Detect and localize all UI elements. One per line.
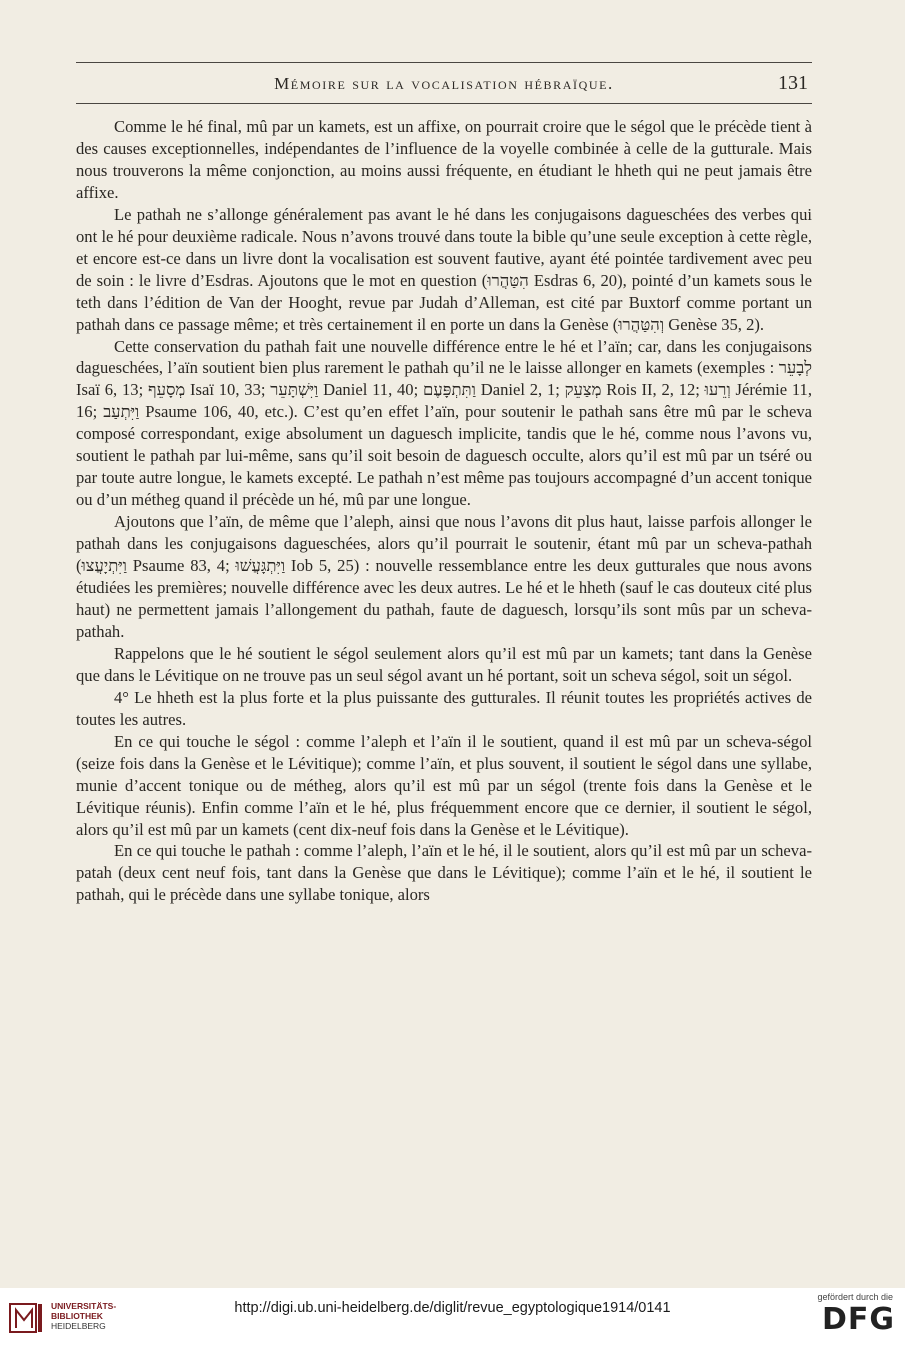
paragraph: En ce qui touche le ségol : comme l’aleph et l’aïn il le soutient, quand il est mû par un scheva-ségol (seize fois dans la Genèse et le Lévitique); comme l’aïn, et plus souvent, il soutient le ségol dans une syllabe, munie d’accent tonique ou de métheg, alors qu’il est mû par un ségol (trente fois dans la Genèse et le Lévitique réunis). Enfin comme l’aïn et le hé, plus fréquemment encore que ce dernier, il soutient le ségol, alors qu’il est mû par un kamets (cent dix-neuf fois dans la Genèse et le Lévitique).	[76, 731, 812, 839]
header-top-rule	[76, 62, 812, 63]
header-bottom-rule	[76, 103, 812, 104]
university-library-logo-icon[interactable]	[8, 1298, 46, 1336]
paragraph: Cette conservation du pathah fait une nouvelle différence entre le hé et l’aïn; car, dans les conjugaisons dagueschées, l’aïn soutient bien plus rarement le pathah qu’il ne le laisse allonger en kamets (exemples : לְבָעֵר Isaï 6, 13; מְסָעֵף Isaï 10, 33; וַיִּשְׁתָּעֵר Daniel 11, 40; וַתִּתְפָּעֶם Daniel 2, 1; מְצַעֵק Rois II, 2, 12; וְרֵעוּ Jérémie 11, 16; וַיִּתְעַב Psaume 106, 40, etc.). C’est qu’en effet l’aïn, pour soutenir le pathah sans être mû par le scheva composé correspondant, exige absolument un daguesch implicite, tandis que le hé, comme nous l’avons vu, soutient le pathah par lui-même, sans qu’il soit besoin de daguesch occulte, alors qu’il est mû par un tséré ou par toute autre longue, le kamets excepté. Le pathah n’est même pas toujours accompagné d’un accent tonique ou d’un métheg quand il précède un hé, mû par une longue.	[76, 336, 813, 510]
body-text	[76, 116, 812, 906]
sponsor-note: gefördert durch die	[817, 1292, 893, 1302]
running-head	[76, 74, 812, 100]
paragraph: Ajoutons que l’aïn, de même que l’aleph, ainsi que nous l’avons dit plus haut, laisse parfois allonger le pathah dans les conjugaisons dagueschées, alors qu’il pourrait le soutenir, étant mû par un scheva-pathah (וַיִּתְיָעֲצוּ Psaume 83, 4; וַיִּתְגָּעֲשׁוּ Iob 5, 25) : nouvelle ressemblance entre les deux gutturales que nous avons étudiées les premières; nouvelle différence avec les deux autres. Le hé et le hheth (sauf le cas douteux cité plus haut) ne permettent jamais l’allongement du pathah, faute de daguesch, lorsqu’ils sont mûs par un scheva-pathah.	[76, 512, 812, 641]
paragraph: Rappelons que le hé soutient le ségol seulement alors qu’il est mû par un kamets; tant dans la Genèse que dans le Lévitique on ne trouve pas un seul ségol avant un hé portant, soit un scheva ségol, soit un ségol.	[76, 643, 812, 685]
paragraph: Comme le hé final, mû par un kamets, est un affixe, on pourrait croire que le ségol que le précède tient à des causes exceptionnelles, indépendantes de l’influence de la voyelle combinée à celle de la gutturale. Mais nous trouverons la même conjonction, au moins aussi fréquente, en étudiant le hheth qui ne peut jamais être affixe.	[76, 117, 812, 202]
page-number: 131	[778, 72, 808, 94]
running-title: Mémoire sur la vocalisation hébraïque.	[274, 74, 614, 93]
dfg-logo-icon[interactable]: DFG	[821, 1302, 895, 1337]
paragraph: 4° Le hheth est la plus forte et la plus puissante des gutturales. Il réunit toutes les propriétés actives de toutes les autres.	[76, 687, 812, 729]
source-url-link[interactable]: http://digi.ub.uni-heidelberg.de/diglit/revue_egyptologique1914/0141	[234, 1300, 671, 1316]
library-name-line: HEIDELBERG	[51, 1321, 106, 1331]
library-name-line: BIBLIOTHEK	[51, 1311, 103, 1321]
library-name-line: UNIVERSITÄTS-	[51, 1301, 117, 1311]
paragraph: En ce qui touche le pathah : comme l’aleph, l’aïn et le hé, il le soutient, alors qu’il est mû par un scheva-patah (deux cent neuf fois, tant dans la Genèse que dans le Lévitique); comme l’aïn et le hé, il soutient le pathah, qui le précède dans une syllabe tonique, alors	[76, 841, 812, 905]
viewer-footer	[0, 1288, 905, 1346]
paragraph: Le pathah ne s’allonge généralement pas avant le hé dans les conjugaisons dagueschées des verbes qui ont le hé pour deuxième radicale. Nous n’avons trouvé dans toute la bible qu’une seule exception à cette règle, et encore est-ce dans un livre dont la vocalisation est souvent fautive, ayant été pointée tardivement avec peu de soin : le livre d’Esdras. Ajoutons que le mot en question (הִטַּהֲרוּ Esdras 6, 20), pointé d’un kamets sous le teth dans l’édition de Van der Hooght, revue par Judah d’Alleman, est cité par Buxtorf comme portant un pathah dans ce passage même; et très certainement il en porte un dans la Genèse (וְהִטַּהֲרוּ Genèse 35, 2).	[76, 204, 812, 334]
library-name[interactable]	[51, 1301, 116, 1331]
